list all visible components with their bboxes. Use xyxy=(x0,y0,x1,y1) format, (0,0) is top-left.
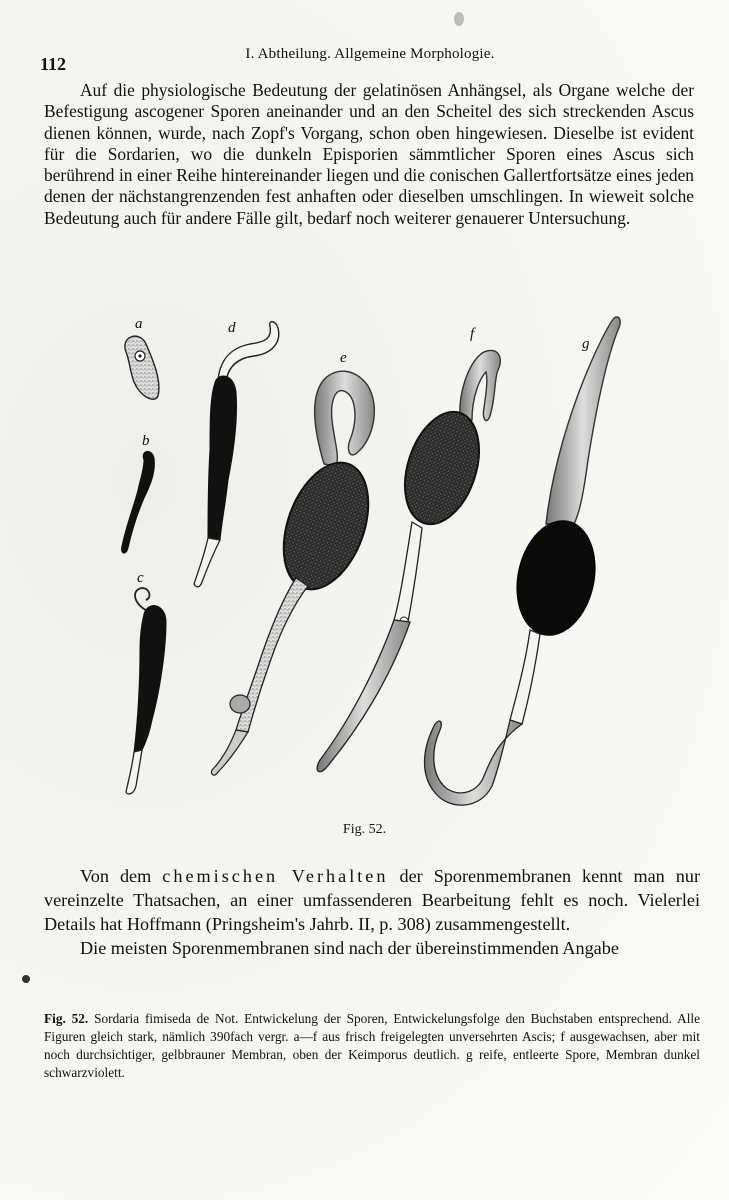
label-b: b xyxy=(142,433,150,449)
emphasized-phrase: chemischen Verhalten xyxy=(162,866,389,886)
label-e: e xyxy=(340,350,347,366)
paragraph-text: Auf die physiologische Bedeutung der gelatinösen Anhängsel, als Organe welche der Befestigung ascogener Sporen aneinander und an den Scheitel des sich streckenden Ascus dienen können, wurde, nach Zopf's Vorgang, schon oben hingewiesen. Dieselbe ist evident für die Sordarien, wo die dunkeln Episporien sämmtlicher Sporen eines Ascus sich berührend in einer Reihe hintereinander liegen und die conischen Gallertfortsätze eines jeden denen der nächstangrenzenden fest anhaften oder dieselben umschlingen. In wieweit solche Bedeutung auch für andere Fälle gilt, bedarf noch weiterer genauerer Untersuchung. xyxy=(44,80,694,228)
page-header xyxy=(40,46,700,72)
label-f: f xyxy=(470,326,475,342)
running-head: I. Abtheilung. Allgemeine Morphologie. xyxy=(245,46,495,62)
text-run: der Sporenmembranen kennt man nur vereinzelte Thatsachen, an einer umfassenderen Bearbeitung fehlt es noch. Vielerlei Details hat Hoffmann (Pringsheim's Jahrb. II, p. 308) zusammengestellt. xyxy=(44,866,701,934)
caption-text: Sordaria fimiseda de Not. Entwickelung der Sporen, Entwickelungsfolge den Buchstaben entsprechend. Alle Figuren gleich stark, nämlich 390fach vergr. a—f aus frisch freigelegten unversehrten Ascis; f ausgewachsen, aber mit noch durchsichtiger, gelbbrauner Membran, oben der Keimporus deutlich. g reife, entleerte Spore, Membran dunkel schwarzviolett. xyxy=(44,1011,700,1080)
text-run: Von dem xyxy=(80,866,152,886)
paragraph-text xyxy=(44,864,700,936)
spore-d xyxy=(194,322,279,587)
spore-a xyxy=(125,336,159,399)
ink-spot xyxy=(22,975,30,983)
page-number: 112 xyxy=(40,54,67,74)
figure-52 xyxy=(100,300,660,820)
label-d: d xyxy=(228,320,236,336)
caption-lead: Fig. 52. xyxy=(44,1011,89,1026)
label-g: g xyxy=(582,336,590,352)
ink-spot xyxy=(454,12,464,26)
figure-label: Fig. 52. xyxy=(342,822,387,837)
paragraph-text: Die meisten Sporenmembranen sind nach der übereinstimmenden Angabe xyxy=(80,938,619,958)
body-paragraph-1 xyxy=(44,80,694,229)
spore-illustration xyxy=(100,300,660,820)
body-paragraph-2 xyxy=(44,864,700,960)
spore-b xyxy=(122,451,155,553)
label-a: a xyxy=(135,316,143,332)
figure-caption xyxy=(44,1010,700,1082)
spore-g xyxy=(425,317,621,805)
spore-c xyxy=(126,588,166,794)
label-c: c xyxy=(137,570,144,586)
